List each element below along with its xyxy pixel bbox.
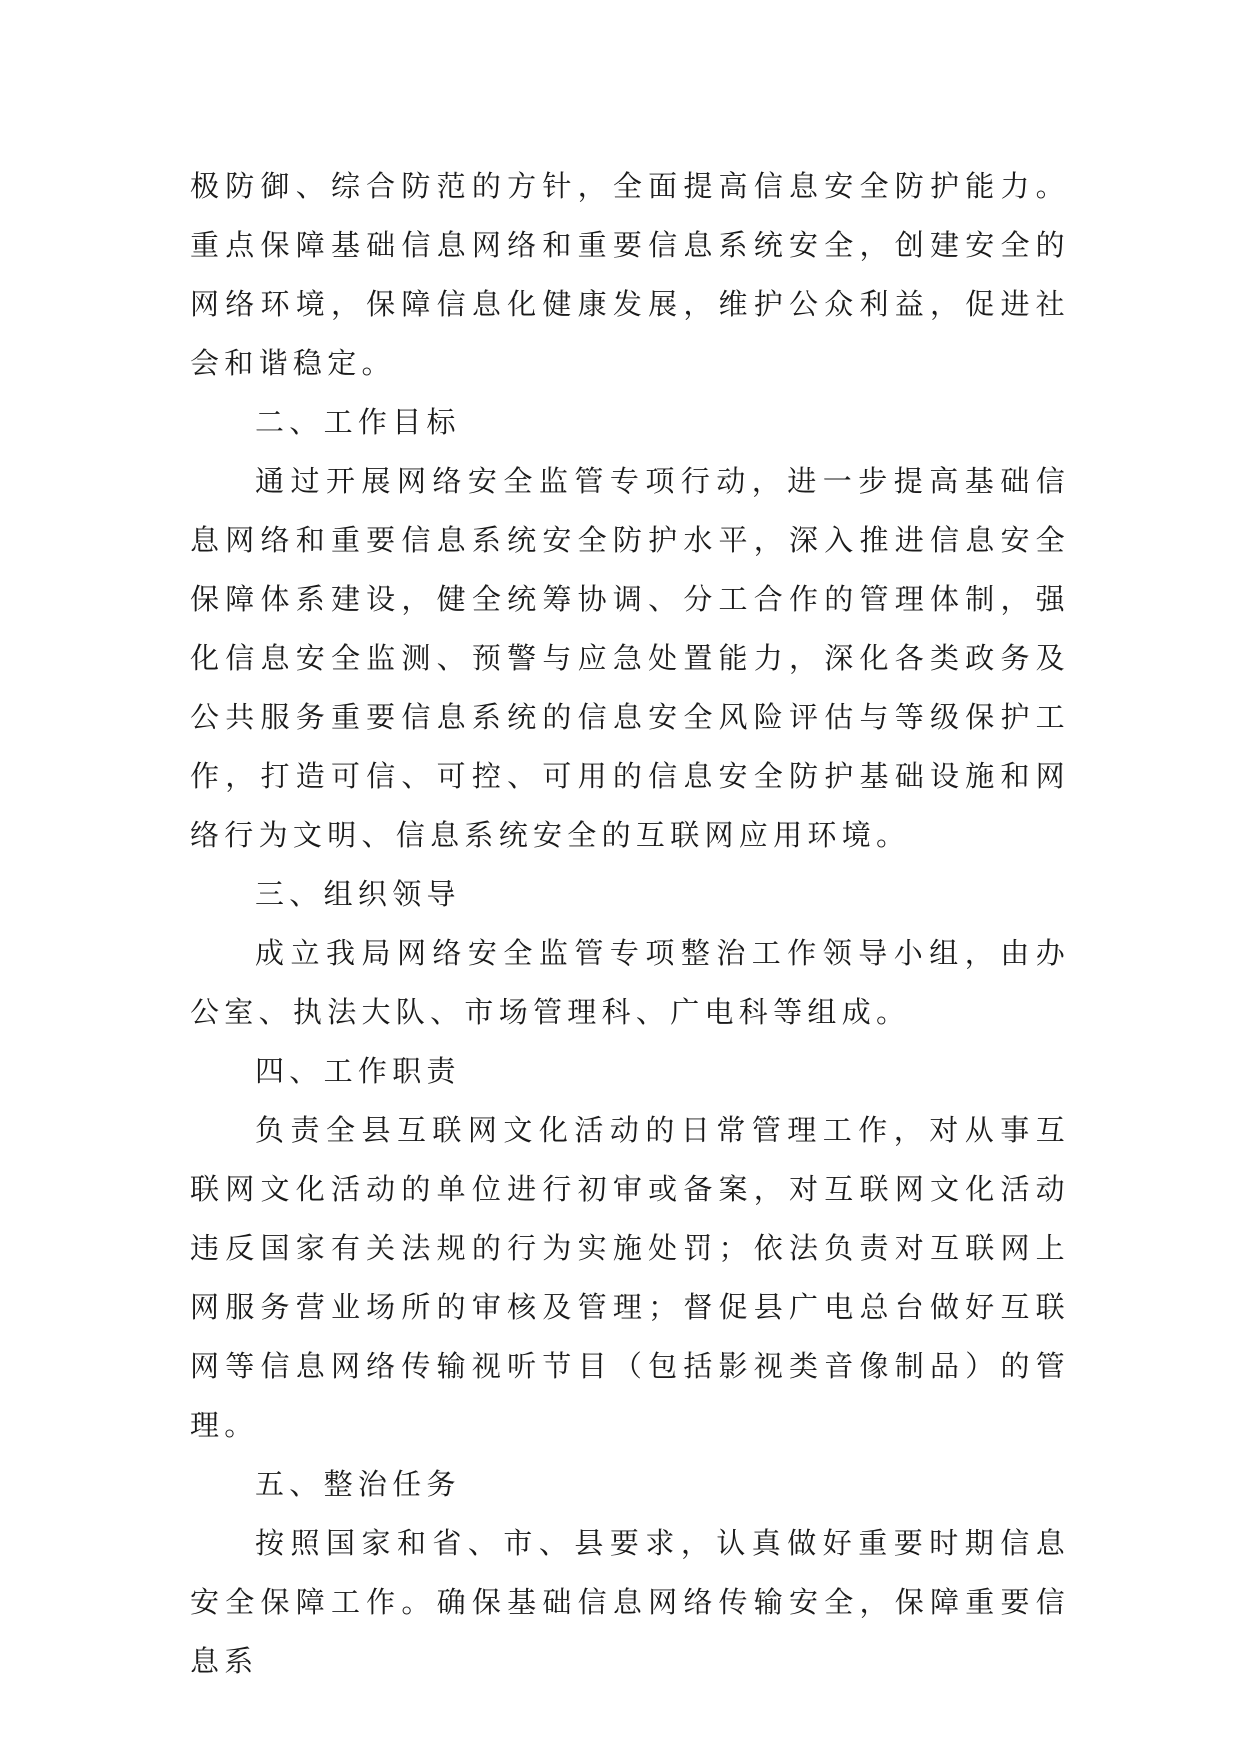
paragraph-opening-continuation: 极防御、综合防范的方针，全面提高信息安全防护能力。重点保障基础信息网络和重要信息系统安全，创建安全的网络环境，保障信息化健康发展，维护公众利益，促进社会和谐稳定。 <box>190 169 1070 380</box>
section-heading-rectification-tasks: 五、整治任务 <box>255 1467 461 1501</box>
section-heading-work-duties: 四、工作职责 <box>255 1054 461 1088</box>
paragraph-work-goals: 通过开展网络安全监管专项行动，进一步提高基础信息网络和重要信息系统安全防护水平，深入推进信息安全保障体系建设，健全统筹协调、分工合作的管理体制，强化信息安全监测、预警与应急处置能力，深化各类政务及公共服务重要信息系统的信息安全风险评估与等级保护工作，打造可信、可控、可用的信息安全防护基础设施和网络行为文明、信息系统安全的互联网应用环境。 <box>190 464 1070 852</box>
section-heading-work-goals: 二、工作目标 <box>255 405 461 439</box>
paragraph-rectification-tasks: 按照国家和省、市、县要求，认真做好重要时期信息安全保障工作。确保基础信息网络传输安全，保障重要信息系 <box>190 1526 1070 1678</box>
document-body <box>190 157 1070 1691</box>
paragraph-organization-leadership: 成立我局网络安全监管专项整治工作领导小组，由办公室、执法大队、市场管理科、广电科等组成。 <box>190 936 1070 1029</box>
section-heading-organization-leadership: 三、组织领导 <box>255 877 461 911</box>
paragraph-work-duties: 负责全县互联网文化活动的日常管理工作，对从事互联网文化活动的单位进行初审或备案，对互联网文化活动违反国家有关法规的行为实施处罚；依法负责对互联网上网服务营业场所的审核及管理；督促县广电总台做好互联网等信息网络传输视听节目（包括影视类音像制品）的管理。 <box>190 1113 1070 1442</box>
